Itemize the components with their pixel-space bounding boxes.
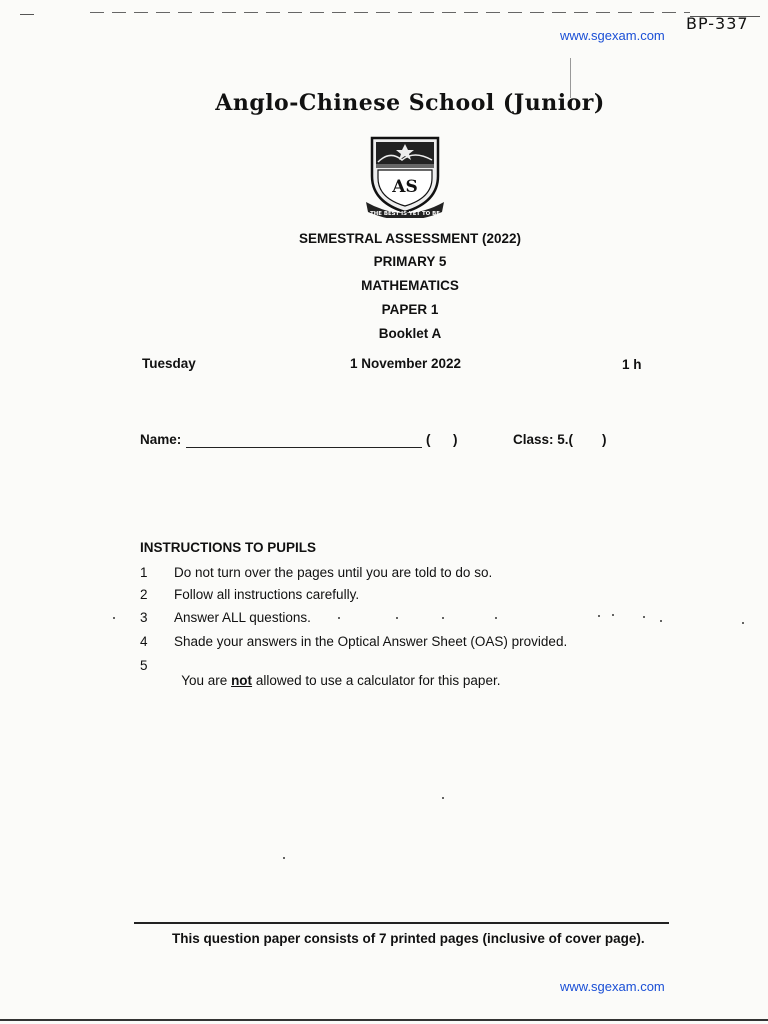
index-number-field[interactable]: ( ) [426,432,458,447]
exam-duration: 1 h [622,357,642,372]
instruction-text: Answer ALL questions. [174,610,311,625]
website-link-bottom[interactable]: www.sgexam.com [560,979,665,994]
instruction-emphasis-not: not [231,673,253,688]
exam-level: PRIMARY 5 [373,254,447,269]
scan-speck [442,617,444,619]
school-name: Anglo-Chinese School (Junior) [215,90,605,116]
school-crest-logo [364,132,446,218]
instruction-number: 3 [140,610,148,625]
crest-initials: AS [392,177,418,197]
name-label: Name: [140,432,182,447]
instruction-number: 1 [140,565,148,580]
exam-date: 1 November 2022 [350,356,462,371]
scan-border-bottom [0,1019,768,1021]
scan-speck [660,620,662,622]
instruction-number: 4 [140,634,148,649]
scan-speck [643,616,645,618]
instructions-heading: INSTRUCTIONS TO PUPILS [140,540,317,555]
scan-speck [612,614,614,616]
instruction-text: Shade your answers in the Optical Answer Sheet (OAS) provided. [174,634,568,649]
instruction-text-before: You are [181,673,232,688]
footer-rule [134,922,669,924]
exam-booklet: Booklet A [378,326,442,341]
document-code: BP-337 [686,14,749,33]
class-label: Class: 5.( [513,432,574,447]
instruction-text: Do not turn over the pages until you are told to do so. [174,565,493,580]
scan-mark-left [20,14,34,15]
scan-speck [442,797,444,799]
scan-speck [598,615,600,617]
instruction-text: Follow all instructions carefully. [174,587,360,602]
exam-subject: MATHEMATICS [361,278,459,293]
exam-title: SEMESTRAL ASSESSMENT (2022) [298,231,522,246]
crest-motto: THE BEST IS YET TO BE [370,211,440,217]
scan-speck [396,617,398,619]
instruction-number: 2 [140,587,148,602]
instruction-text [174,658,500,688]
scan-speck [495,617,497,619]
scan-speck [338,617,340,619]
instruction-text-after: allowed to use a calculator for this paper. [252,673,501,688]
instruction-number: 5 [140,658,148,673]
scan-speck [113,617,115,619]
page-count-note: This question paper consists of 7 printed pages (inclusive of cover page). [172,931,645,946]
class-field-close[interactable]: ) [602,432,607,447]
website-link-top[interactable]: www.sgexam.com [560,28,665,43]
exam-day: Tuesday [142,356,196,371]
name-field-line[interactable] [186,447,422,448]
scan-border-top [90,12,690,13]
exam-paper: PAPER 1 [381,302,439,317]
scan-speck [742,622,744,624]
scan-speck [283,857,285,859]
